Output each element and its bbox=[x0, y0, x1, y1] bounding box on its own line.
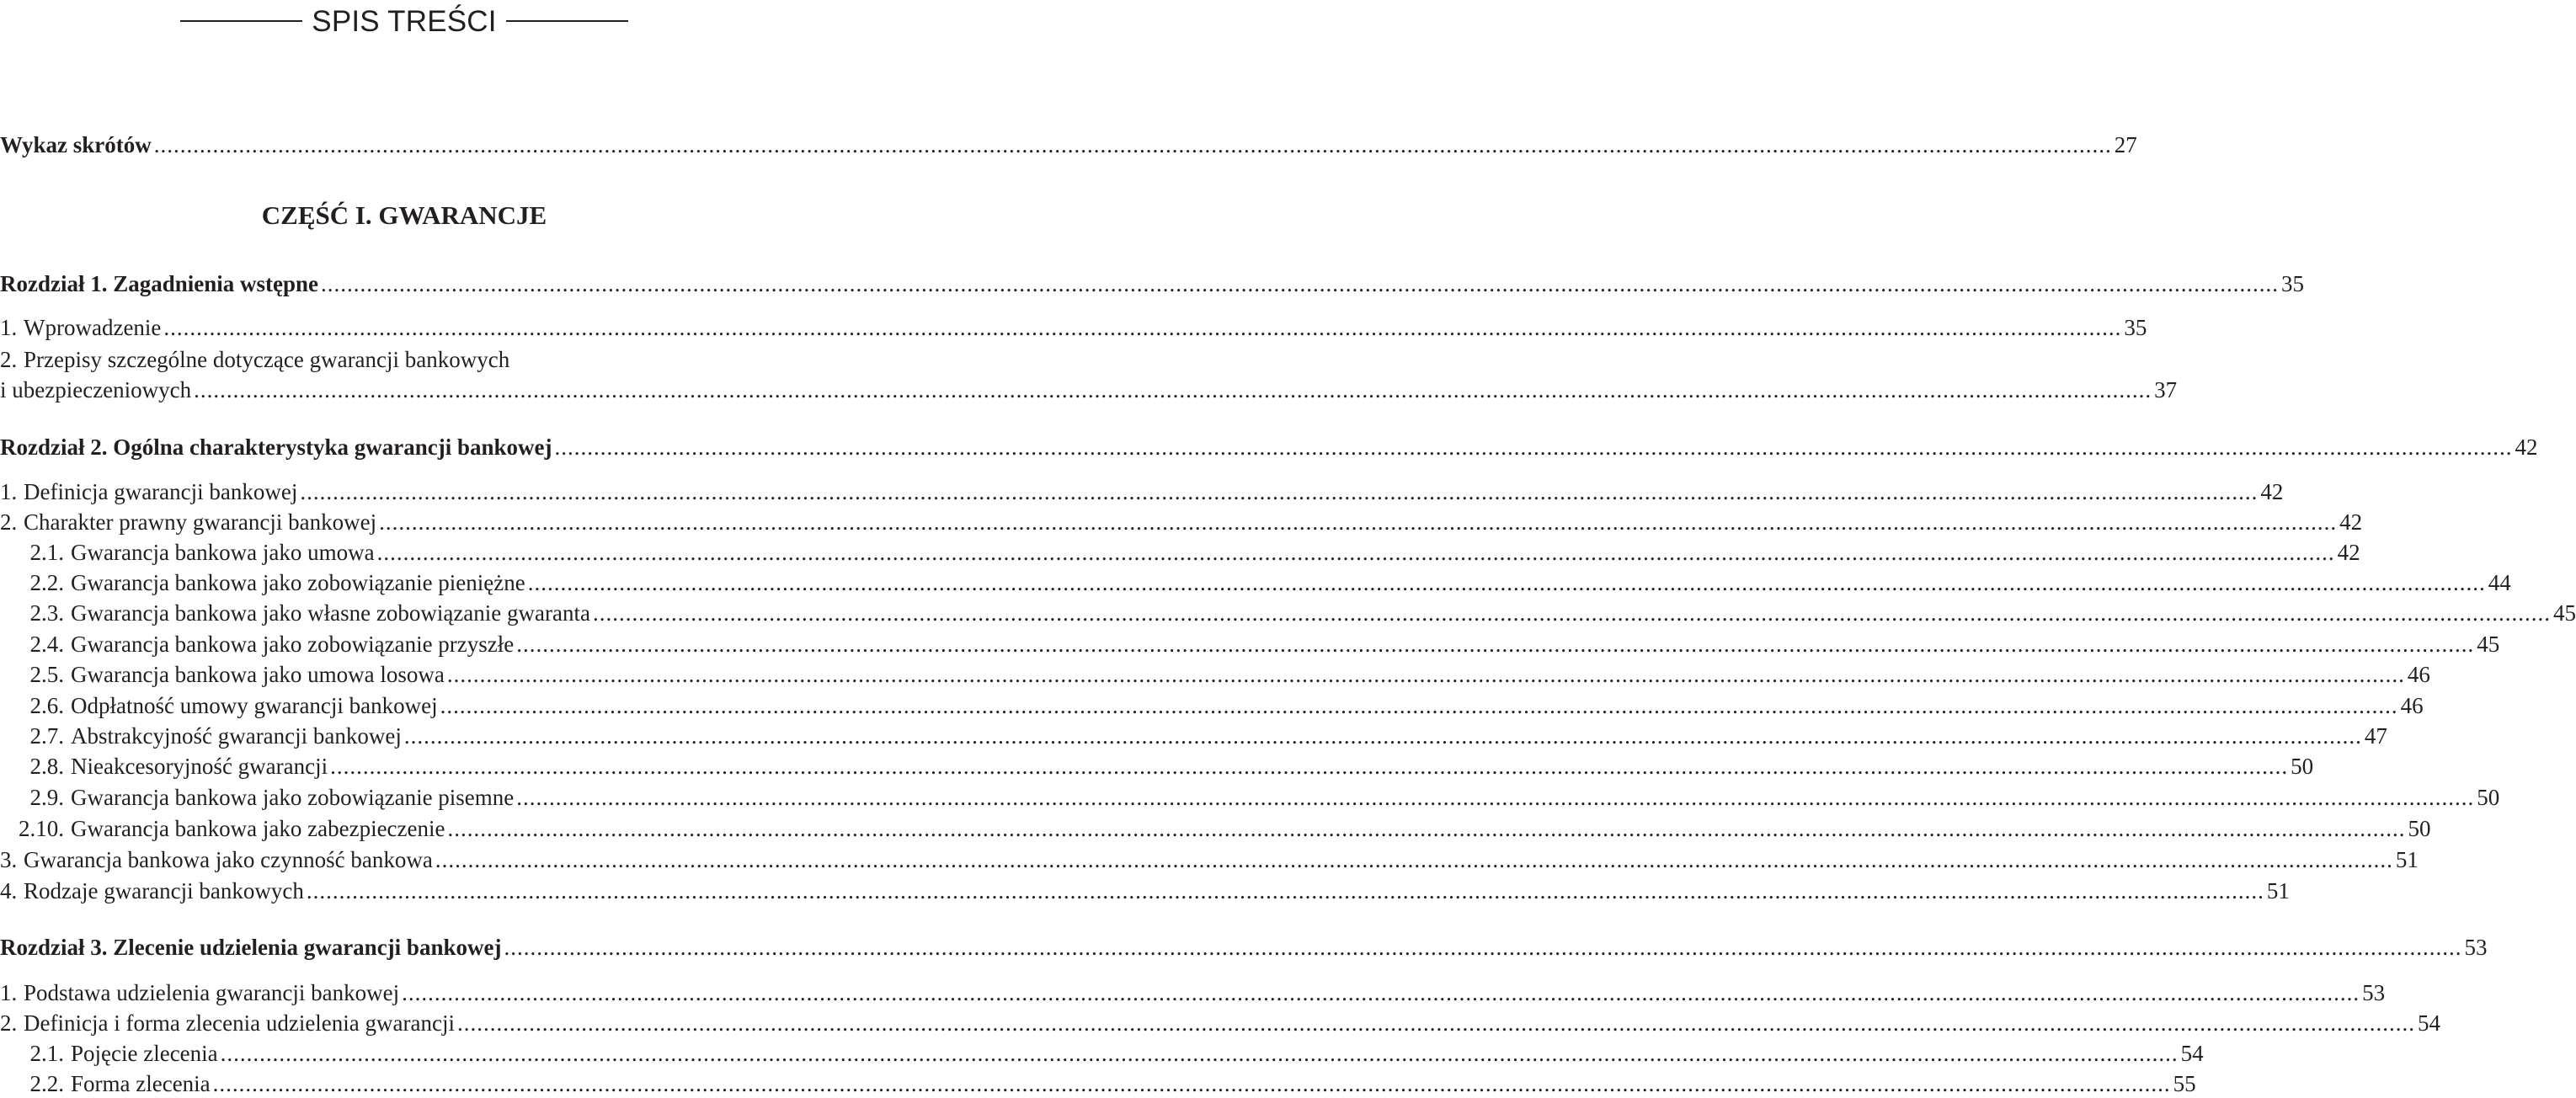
toc-entry-page: 53 bbox=[2464, 935, 2488, 960]
dot-leader: ............................................................................................................................................................................................................................................................................................................ bbox=[163, 315, 2122, 340]
toc-entry-label: Rodzaje gwarancji bankowych bbox=[24, 878, 304, 903]
toc-entry-label: Gwarancja bankowa jako umowa losowa bbox=[71, 662, 445, 687]
toc-entry[interactable] bbox=[0, 722, 2387, 750]
toc-entry-number: 2.5. bbox=[29, 662, 64, 687]
toc-entry-page: 54 bbox=[2180, 1041, 2204, 1066]
dot-leader: ............................................................................................................................................................................................................................................................................................................ bbox=[504, 935, 2462, 960]
toc-entry-number: 1. bbox=[0, 980, 18, 1005]
toc-entry-page: 35 bbox=[2124, 315, 2147, 340]
toc-entry-page: 51 bbox=[2266, 878, 2290, 903]
dot-leader: ............................................................................................................................................................................................................................................................................................................ bbox=[516, 785, 2475, 810]
dot-leader: ............................................................................................................................................................................................................................................................................................................ bbox=[403, 723, 2362, 749]
toc-entry-number: 2.1. bbox=[29, 540, 64, 565]
page-title: SPIS TREŚCI bbox=[312, 4, 497, 38]
dot-leader: ............................................................................................................................................................................................................................................................................................................ bbox=[554, 434, 2513, 460]
toc-entry-number: 2. bbox=[0, 1010, 18, 1036]
toc-entry-number: 2.1. bbox=[29, 1041, 64, 1066]
dot-leader: ............................................................................................................................................................................................................................................................................................................ bbox=[306, 878, 2264, 903]
toc-entry-label: Rozdział 2. Ogólna charakterystyka gwarancji bankowej bbox=[0, 434, 552, 460]
toc-entry[interactable] bbox=[0, 752, 2314, 781]
toc-entry-number: 4. bbox=[0, 878, 18, 903]
dot-leader: ............................................................................................................................................................................................................................................................................................................ bbox=[440, 693, 2398, 718]
dot-leader: ............................................................................................................................................................................................................................................................................................................ bbox=[300, 479, 2259, 504]
toc-entry[interactable] bbox=[0, 269, 2305, 298]
toc-entry[interactable] bbox=[0, 131, 2137, 159]
toc-entry-label: Gwarancja bankowa jako czynność bankowa bbox=[24, 847, 433, 872]
toc-entry-page: 42 bbox=[2515, 434, 2538, 460]
dot-leader: ............................................................................................................................................................................................................................................................................................................ bbox=[321, 271, 2280, 296]
toc-entry[interactable] bbox=[0, 1009, 2440, 1037]
toc-entry[interactable] bbox=[0, 630, 2500, 658]
dot-leader: ............................................................................................................................................................................................................................................................................................................ bbox=[435, 847, 2393, 872]
toc-entry[interactable] bbox=[0, 814, 2431, 843]
dot-leader: ............................................................................................................................................................................................................................................................................................................ bbox=[527, 570, 2486, 595]
toc-entry-page: 53 bbox=[2362, 980, 2386, 1005]
toc-entry-label: i ubezpieczeniowych bbox=[0, 377, 192, 402]
toc-entry-page: 50 bbox=[2291, 754, 2314, 779]
toc-entry[interactable] bbox=[0, 978, 2386, 1007]
toc-entry-label: Charakter prawny gwarancji bankowej bbox=[24, 509, 377, 535]
toc-entry-number: 2.2. bbox=[29, 1071, 64, 1096]
toc-entry-number: 2.7. bbox=[29, 723, 64, 749]
dot-leader: ............................................................................................................................................................................................................................................................................................................ bbox=[376, 540, 2335, 565]
toc-entry-label: Forma zlecenia bbox=[71, 1071, 211, 1096]
toc-entry-number: 3. bbox=[0, 847, 18, 872]
toc-entry-number: 2.9. bbox=[29, 785, 64, 810]
toc-entry-page: 45 bbox=[2477, 632, 2500, 657]
toc-entry-label: Przepisy szczególne dotyczące gwarancji bankowych bbox=[24, 347, 510, 372]
toc-entry-page: 47 bbox=[2364, 723, 2387, 749]
dot-leader: ............................................................................................................................................................................................................................................................................................................ bbox=[330, 754, 2289, 779]
toc-entry-label: Gwarancja bankowa jako zobowiązanie pieniężne bbox=[71, 570, 525, 595]
dot-leader: ............................................................................................................................................................................................................................................................................................................ bbox=[153, 132, 2112, 157]
toc-entry-label: Wykaz skrótów bbox=[0, 132, 152, 157]
toc-entry[interactable] bbox=[0, 1039, 2204, 1068]
dot-leader: ............................................................................................................................................................................................................................................................................................................ bbox=[212, 1071, 2171, 1096]
toc-entry-number: 2.4. bbox=[29, 632, 64, 657]
toc-entry[interactable] bbox=[0, 783, 2500, 812]
dot-leader: ............................................................................................................................................................................................................................................................................................................ bbox=[402, 980, 2360, 1005]
toc-entry-label: Nieakcesoryjność gwarancji bbox=[71, 754, 328, 779]
toc-entry-page: 54 bbox=[2417, 1010, 2440, 1036]
toc-entry-label: Pojęcie zlecenia bbox=[71, 1041, 218, 1066]
toc-entry-page: 44 bbox=[2488, 570, 2511, 595]
dot-leader: ............................................................................................................................................................................................................................................................................................................ bbox=[592, 600, 2551, 626]
toc-entry-number: 1. bbox=[0, 479, 18, 504]
dot-leader: ............................................................................................................................................................................................................................................................................................................ bbox=[194, 377, 2152, 402]
part-heading: CZĘŚĆ I. GWARANCJE bbox=[261, 200, 547, 230]
toc-entry-label: Gwarancja bankowa jako zabezpieczenie bbox=[71, 816, 445, 841]
toc-entry[interactable] bbox=[0, 877, 2290, 905]
toc-entry[interactable] bbox=[0, 477, 2284, 506]
toc-entry[interactable] bbox=[0, 1069, 2196, 1098]
toc-entry-label: Wprowadzenie bbox=[24, 315, 162, 340]
toc-entry-page: 55 bbox=[2173, 1071, 2196, 1096]
toc-entry-page: 45 bbox=[2552, 600, 2576, 626]
toc-entry-label: Podstawa udzielenia gwarancji bankowej bbox=[24, 980, 400, 1005]
toc-entry-number: 2.8. bbox=[29, 754, 64, 779]
dot-leader: ............................................................................................................................................................................................................................................................................................................ bbox=[446, 662, 2405, 687]
toc-entry[interactable] bbox=[0, 660, 2430, 689]
toc-entry-label: Gwarancja bankowa jako zobowiązanie przyszłe bbox=[71, 632, 515, 657]
toc-entry[interactable] bbox=[0, 845, 2419, 874]
toc-entry[interactable] bbox=[0, 345, 808, 374]
dot-leader: ............................................................................................................................................................................................................................................................................................................ bbox=[379, 509, 2338, 535]
toc-entry[interactable] bbox=[0, 376, 2178, 404]
toc-entry-label: Rozdział 3. Zlecenie udzielenia gwarancji bankowej bbox=[0, 935, 502, 960]
toc-entry-page: 50 bbox=[2477, 785, 2500, 810]
toc-entry-page: 27 bbox=[2114, 132, 2137, 157]
toc-entry-label: Odpłatność umowy gwarancji bankowej bbox=[71, 693, 438, 718]
toc-entry[interactable] bbox=[0, 933, 2488, 962]
toc-entry-page: 46 bbox=[2407, 662, 2430, 687]
toc-entry-page: 42 bbox=[2260, 479, 2284, 504]
toc-entry[interactable] bbox=[0, 568, 2511, 597]
toc-entry-number: 2. bbox=[0, 509, 18, 535]
toc-entry[interactable] bbox=[0, 433, 2538, 461]
toc-entry[interactable] bbox=[0, 313, 2147, 342]
toc-entry[interactable] bbox=[0, 538, 2360, 567]
toc-entry-page: 51 bbox=[2395, 847, 2419, 872]
toc-entry[interactable] bbox=[0, 691, 2424, 720]
toc-entry-label: Definicja gwarancji bankowej bbox=[24, 479, 298, 504]
toc-entry-page: 46 bbox=[2400, 693, 2424, 718]
toc-entry-number: 2.2. bbox=[29, 570, 64, 595]
toc-entry-page: 50 bbox=[2408, 816, 2431, 841]
toc-entry-page: 37 bbox=[2154, 377, 2178, 402]
toc-entry[interactable] bbox=[0, 599, 2576, 627]
toc-entry-number: 1. bbox=[0, 315, 18, 340]
dot-leader: ............................................................................................................................................................................................................................................................................................................ bbox=[516, 632, 2475, 657]
toc-entry[interactable] bbox=[0, 508, 2363, 536]
toc-entry-number: 2.10. bbox=[19, 816, 64, 841]
toc-entry-label: Gwarancja bankowa jako umowa bbox=[71, 540, 375, 565]
dot-leader: ............................................................................................................................................................................................................................................................................................................ bbox=[456, 1010, 2415, 1036]
toc-entry-label: Gwarancja bankowa jako własne zobowiązanie gwaranta bbox=[71, 600, 590, 626]
toc-entry-page: 42 bbox=[2339, 509, 2363, 535]
toc-entry-page: 42 bbox=[2337, 540, 2360, 565]
toc-entry-label: Abstrakcyjność gwarancji bankowej bbox=[71, 723, 402, 749]
dot-leader: ............................................................................................................................................................................................................................................................................................................ bbox=[447, 816, 2406, 841]
toc-entry-label: Definicja i forma zlecenia udzielenia gwarancji bbox=[24, 1010, 455, 1036]
toc-entry-number: 2.3. bbox=[29, 600, 64, 626]
toc-entry-label: Rozdział 1. Zagadnienia wstępne bbox=[0, 271, 319, 296]
dot-leader: ............................................................................................................................................................................................................................................................................................................ bbox=[220, 1041, 2179, 1066]
toc-entry-label: Gwarancja bankowa jako zobowiązanie pisemne bbox=[71, 785, 515, 810]
toc-entry-number: 2.6. bbox=[29, 693, 64, 718]
toc-entry-page: 35 bbox=[2281, 271, 2305, 296]
toc-entry-number: 2. bbox=[0, 347, 18, 372]
